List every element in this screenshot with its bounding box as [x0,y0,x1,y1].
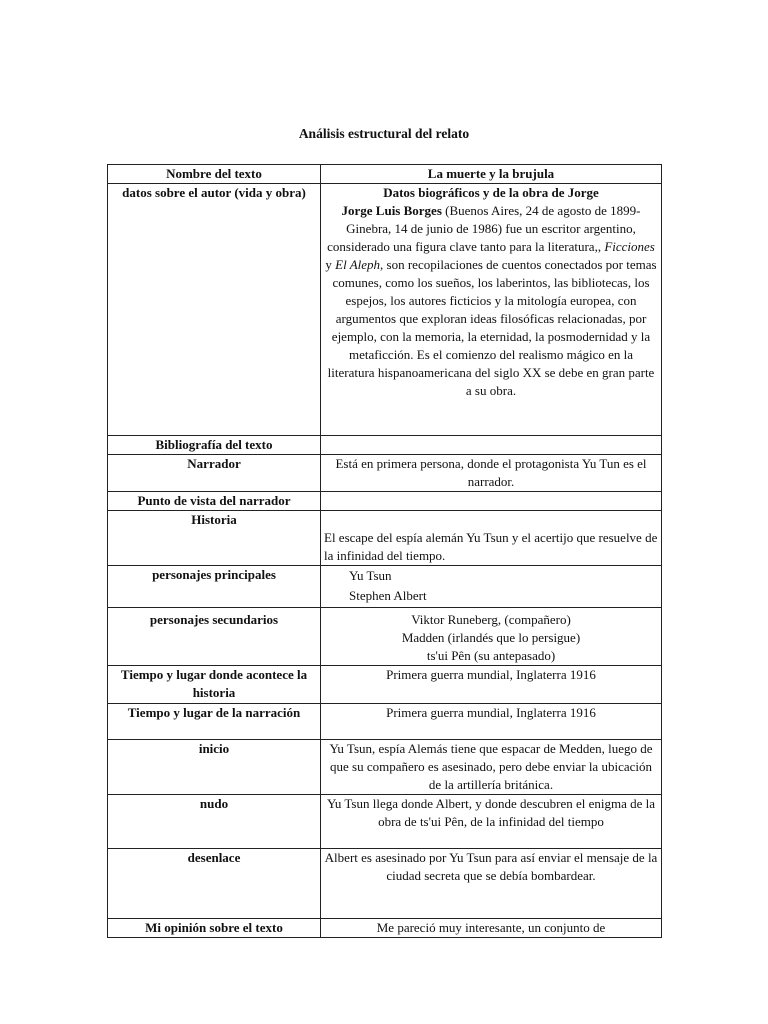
table-row-narrador [108,455,662,492]
table-row-secundarios [108,608,662,666]
table-row-header [108,165,662,184]
autor-bio-2: , son recopilaciones de cuentos conectados por temas comunes, como los sueños, los laberintos, las bibliotecas, los espejos, los autores ficticios y la mitología europea, con argumentos que exploran ideas filosóficas relacionadas, por ejemplo, con la memoria, la eternidad, la posmodernidad y la metaficción. Es el comienzo del realismo mágico en la literatura hispanoamericana del siglo XX se debe en gran parte a su obra. [327,257,657,398]
secundario-3: ts'ui Pên (su antepasado) [426,648,556,663]
autor-bio-1: (Buenos Aires, 24 de agosto de 1899-Ginebra, 14 de junio de 1986) fue un escritor argentino, considerado una figura clave tanto para la literatura,, [327,203,641,254]
bibliografia-label: Bibliografía del texto [108,436,321,455]
table-row-bibliografia [108,436,662,455]
table-row-tiempo-historia [108,666,662,704]
secundario-1: Viktor Runeberg, (compañero) [411,612,571,627]
table-row-historia [108,511,662,566]
desenlace-label: desenlace [108,849,321,919]
principales-value [321,566,662,608]
autor-work-aleph: El Aleph [335,257,381,272]
secundarios-value [321,608,662,666]
autor-heading: Datos biográficos y de la obra de Jorge [383,185,599,200]
table-row-inicio [108,740,662,795]
autor-and: y [325,257,336,272]
header-col2: La muerte y la brujula [321,165,662,184]
principal-2: Stephen Albert [349,588,427,603]
nudo-label: nudo [108,795,321,849]
nudo-value: Yu Tsun llega donde Albert, y donde descubren el enigma de la obra de ts'ui Pên, de la infinidad del tiempo [321,795,662,849]
header-col1: Nombre del texto [108,165,321,184]
opinion-label: Mi opinión sobre el texto [108,919,321,938]
secundario-2: Madden (irlandés que lo persigue) [401,630,581,645]
desenlace-value: Albert es asesinado por Yu Tsun para así enviar el mensaje de la ciudad secreta que se debía bombardear. [321,849,662,919]
tiempo-narracion-label: Tiempo y lugar de la narración [108,704,321,740]
secundarios-label: personajes secundarios [108,608,321,666]
narrador-value: Está en primera persona, donde el protagonista Yu Tun es el narrador. [321,455,662,492]
tiempo-historia-value: Primera guerra mundial, Inglaterra 1916 [321,666,662,704]
punto-vista-label: Punto de vista del narrador [108,492,321,511]
punto-vista-value [321,492,662,511]
historia-label: Historia [108,511,321,566]
analysis-table [107,164,662,938]
table-row-desenlace [108,849,662,919]
tiempo-historia-label: Tiempo y lugar donde acontece la historia [108,666,321,704]
table-row-autor [108,184,662,436]
bibliografia-value [321,436,662,455]
historia-value: El escape del espía alemán Yu Tsun y el acertijo que resuelve de la infinidad del tiempo. [321,511,662,566]
inicio-label: inicio [108,740,321,795]
table-row-nudo [108,795,662,849]
autor-value [321,184,662,436]
table-row-principales [108,566,662,608]
table-row-tiempo-narracion [108,704,662,740]
table-row-punto-vista [108,492,662,511]
inicio-value: Yu Tsun, espía Alemás tiene que espacar de Medden, luego de que su compañero es asesinado, pero debe enviar la ubicación de la artillería británica. [321,740,662,795]
autor-name: Jorge Luis Borges [341,203,442,218]
opinion-value: Me pareció muy interesante, un conjunto de [321,919,662,938]
principal-1: Yu Tsun [349,568,392,583]
autor-label: datos sobre el autor (vida y obra) [108,184,321,436]
tiempo-narracion-value: Primera guerra mundial, Inglaterra 1916 [321,704,662,740]
narrador-label: Narrador [108,455,321,492]
autor-work-ficciones: Ficciones [604,239,655,254]
table-row-opinion [108,919,662,938]
principales-label: personajes principales [108,566,321,608]
page-title: Análisis estructural del relato [298,126,470,141]
